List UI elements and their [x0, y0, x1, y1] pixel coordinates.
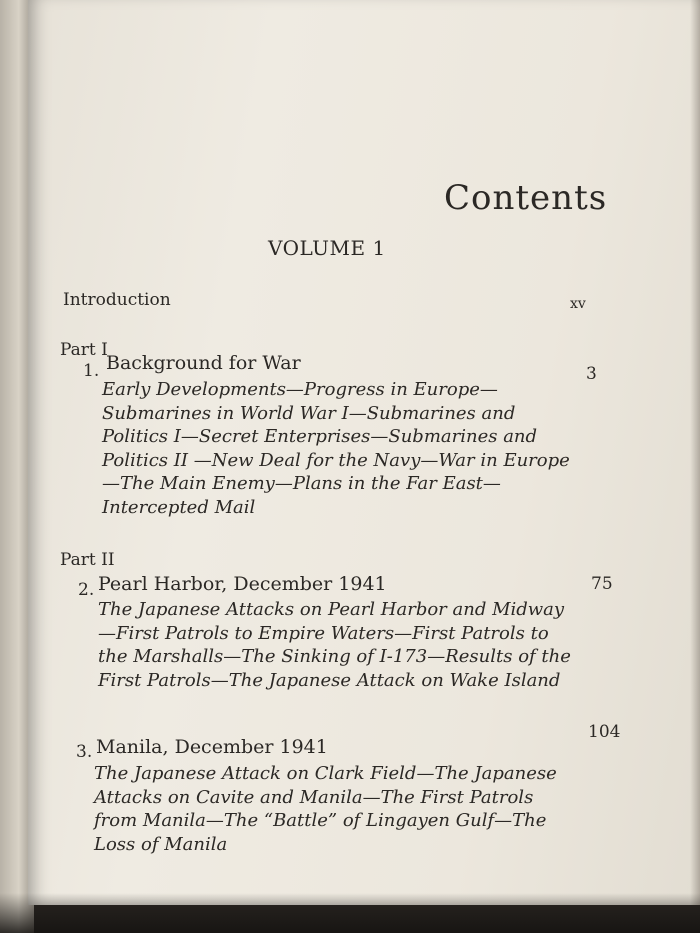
chapter-title: Pearl Harbor, December 1941: [98, 573, 387, 595]
chapter-page-number: 75: [591, 574, 613, 594]
page-right-edge-shadow: [690, 0, 700, 905]
chapter-number: 1.: [83, 361, 100, 381]
page-bottom-shadow: [0, 893, 700, 933]
chapter-description: Early Developments—Progress in Europe—Submarines in World War I—Submarines and Politics I—Secret Enterprises—Submarines and Politics II —New Deal for the Navy—War in Europe—The Main Enemy—Plans in the Far East—Intercepted Mail: [102, 379, 570, 518]
chapter-number: 2.: [78, 580, 95, 600]
introduction-label: Introduction: [63, 290, 171, 310]
chapter-description: The Japanese Attack on Clark Field—The Japanese Attacks on Cavite and Manila—The First Patrols from Manila—The “Battle” of Lingayen Gulf—The Loss of Manila: [94, 763, 557, 855]
chapter-page-number: 3: [586, 364, 597, 384]
part-label: Part I: [60, 340, 108, 360]
chapter-title: Manila, December 1941: [96, 736, 328, 758]
page-title: Contents: [444, 178, 608, 218]
chapter-title: Background for War: [106, 352, 301, 374]
introduction-page-number: xv: [570, 296, 586, 312]
volume-heading: VOLUME 1: [268, 236, 386, 260]
chapter-description: The Japanese Attacks on Pearl Harbor and Midway—First Patrols to Empire Waters—First Patrols to the Marshalls—The Sinking of I-173—Results of the First Patrols—The Japanese Attack on Wake Island: [98, 599, 571, 691]
part-label: Part II: [60, 550, 115, 570]
chapter-number: 3.: [76, 742, 93, 762]
book-page: [28, 0, 700, 905]
chapter-page-number: 104: [588, 722, 621, 742]
